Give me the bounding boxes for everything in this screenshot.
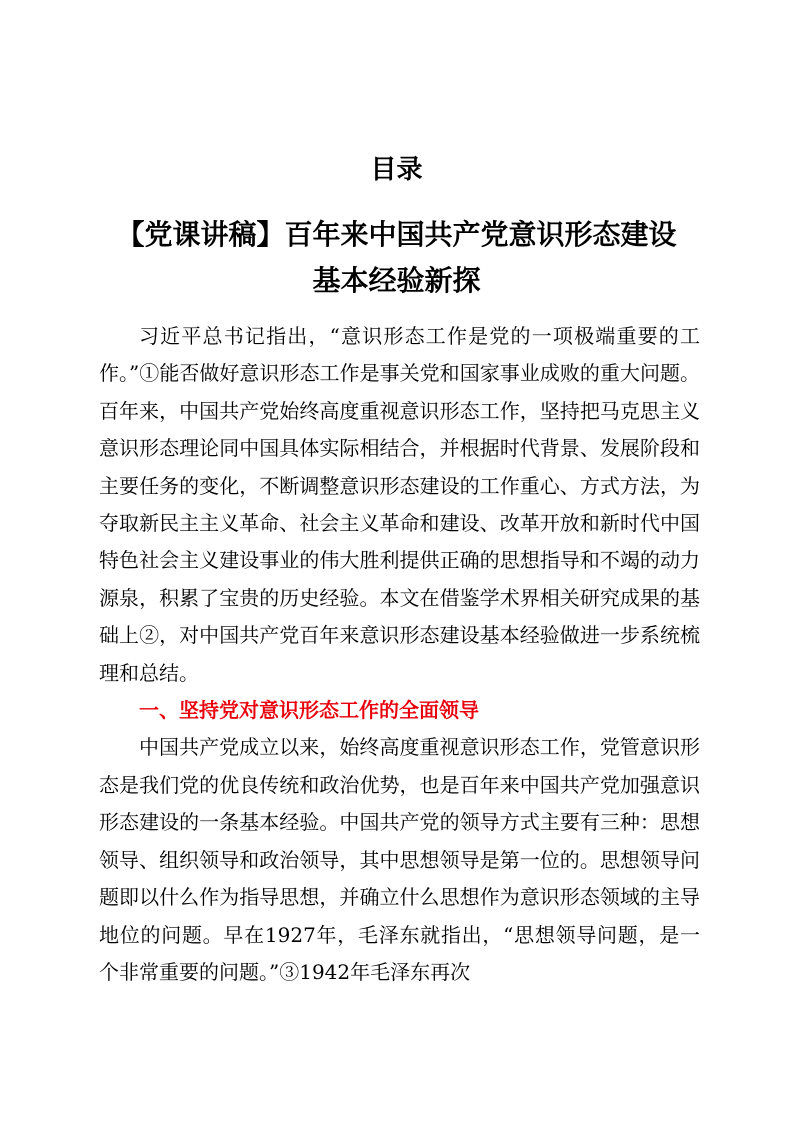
intro-paragraph: 习近平总书记指出，“意识形态工作是党的一项极端重要的工作。”①能否做好意识形态工作是事关党和国家事业成败的重大问题。百年来，中国共产党始终高度重视意识形态工作，坚持把马克思主义意识形态理论同中国具体实际相结合，并根据时代背景、发展阶段和主要任务的变化，不断调整意识形态建设的工作重心、方式方法，为夺取新民主主义革命、社会主义革命和建设、改革开放和新时代中国特色社会主义建设事业的伟大胜利提供正确的思想指导和不竭的动力源泉，积累了宝贵的历史经验。本文在借鉴学术界相关研究成果的基础上②，对中国共产党百年来意识形态建设基本经验做进一步系统梳理和总结。 — [99, 324, 700, 685]
section-paragraph: 中国共产党成立以来，始终高度重视意识形态工作，党管意识形态是我们党的优良传统和政治优势，也是百年来中国共产党加强意识形态建设的一条基本经验。中国共产党的领导方式主要有三种：思想领导、组织领导和政治领导，其中思想领导是第一位的。思想领导问题即以什么作为指导思想，并确立什么思想作为意识形态领域的主导地位的问题。早在1927年，毛泽东就指出，“思想领导问题，是一个非常重要的问题。”③1942年毛泽东再次 — [99, 735, 700, 984]
document-title-line-1: 【党课讲稿】百年来中国共产党意识形态建设 — [116, 218, 677, 251]
document-title — [0, 212, 793, 304]
document-title-line-2: 基本经验新探 — [312, 264, 481, 297]
toc-title: 目录 — [370, 155, 423, 185]
section-heading: 一、坚持党对意识形态工作的全面领导 — [139, 698, 479, 723]
article-body — [99, 318, 700, 991]
